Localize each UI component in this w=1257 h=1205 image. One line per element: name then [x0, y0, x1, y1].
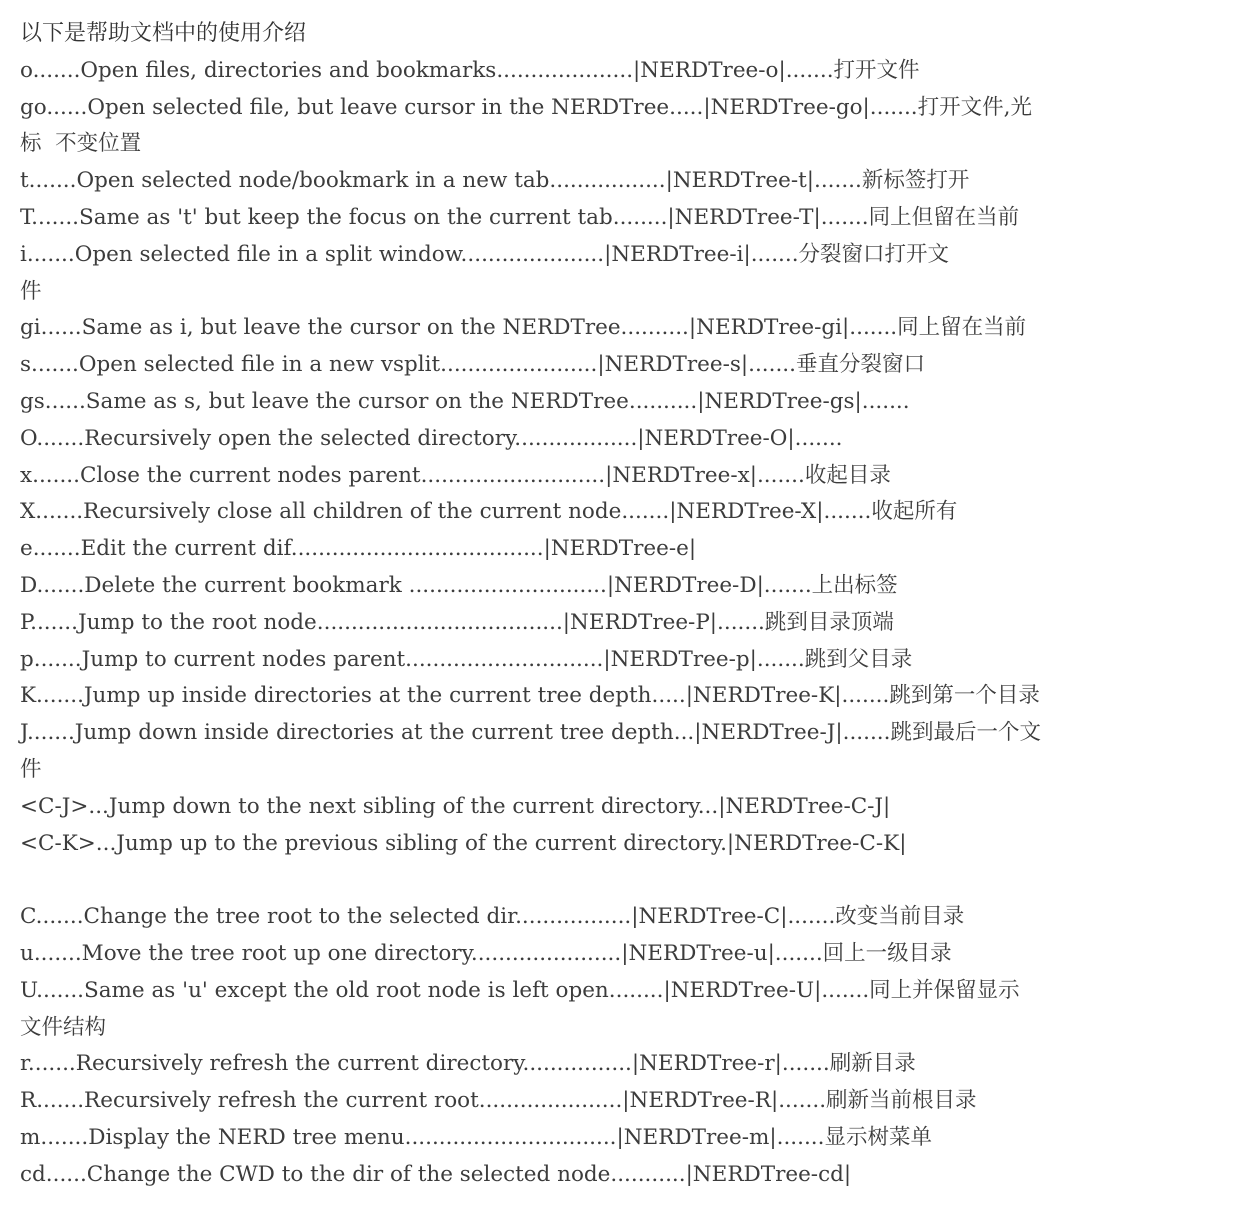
help-line: go......Open selected file, but leave cursor in the NERDTree.....|NERDTree-go|.......打开文件,光: [20, 94, 1032, 120]
help-line: <C-K>...Jump up to the previous sibling of the current directory.|NERDTree-C-K|: [20, 830, 907, 856]
help-line: t.......Open selected node/bookmark in a new tab.................|NERDTree-t|.......新标签打开: [20, 168, 970, 194]
help-line: <C-J>...Jump down to the next sibling of the current directory...|NERDTree-C-J|: [20, 793, 891, 819]
help-line: R.......Recursively refresh the current root.....................|NERDTree-R|.......刷新当前根目录: [20, 1088, 977, 1114]
help-line: u.......Move the tree root up one directory......................|NERDTree-u|.......回上一级目录: [20, 940, 952, 966]
help-line: p.......Jump to current nodes parent.............................|NERDTree-p|.......跳到父目录: [20, 646, 913, 672]
help-line: U.......Same as 'u' except the old root node is left open........|NERDTree-U|.......同上并保留显示: [20, 977, 1020, 1003]
help-line: X.......Recursively close all children of the current node.......|NERDTree-X|.......收起所有: [20, 499, 958, 525]
help-line: D.......Delete the current bookmark .............................|NERDTree-D|.......上出标签: [20, 572, 898, 598]
help-lines: [20, 53, 1257, 1194]
help-line: P.......Jump to the root node....................................|NERDTree-P|.......跳到目录顶端: [20, 609, 894, 635]
help-line: 件: [20, 278, 42, 304]
help-line: 标 不变位置: [20, 131, 142, 157]
help-line: [20, 862, 1257, 899]
help-line: i.......Open selected file in a split window.....................|NERDTree-i|.......分裂窗口打开文: [20, 241, 950, 267]
help-line: cd......Change the CWD to the dir of the selected node...........|NERDTree-cd|: [20, 1161, 852, 1187]
help-line: gs......Same as s, but leave the cursor on the NERDTree..........|NERDTree-gs|.......: [20, 388, 910, 414]
help-line: 文件结构: [20, 1014, 107, 1040]
help-line: e.......Edit the current dif.....................................|NERDTree-e|: [20, 536, 697, 562]
help-line: r.......Recursively refresh the current directory................|NERDTree-r|.......刷新目录: [20, 1051, 916, 1077]
help-line: m.......Display the NERD tree menu...............................|NERDTree-m|.......显示树菜单: [20, 1124, 932, 1150]
help-line: 件: [20, 756, 42, 782]
help-line: J.......Jump down inside directories at the current tree depth...|NERDTree-J|.......跳到最后一个文: [20, 720, 1041, 746]
help-line: C.......Change the tree root to the selected dir.................|NERDTree-C|.......改变当前目录: [20, 904, 965, 930]
help-line: o.......Open files, directories and bookmarks....................|NERDTree-o|.......打开文件: [20, 57, 920, 83]
help-line: s.......Open selected file in a new vsplit.......................|NERDTree-s|.......垂直分裂窗口: [20, 352, 925, 378]
help-line: x.......Close the current nodes parent...........................|NERDTree-x|.......收起目录: [20, 462, 891, 488]
help-line: T.......Same as 't' but keep the focus on the current tab........|NERDTree-T|.......同上但留在当前: [20, 204, 1020, 230]
help-line: O.......Recursively open the selected directory..................|NERDTree-O|.......: [20, 425, 843, 451]
help-line: K.......Jump up inside directories at the current tree depth.....|NERDTree-K|.......跳到第一个目录: [20, 683, 1040, 709]
help-line: gi......Same as i, but leave the cursor on the NERDTree..........|NERDTree-gi|.......同上留在当前: [20, 315, 1027, 341]
document-heading: 以下是帮助文档中的使用介绍: [20, 21, 307, 46]
